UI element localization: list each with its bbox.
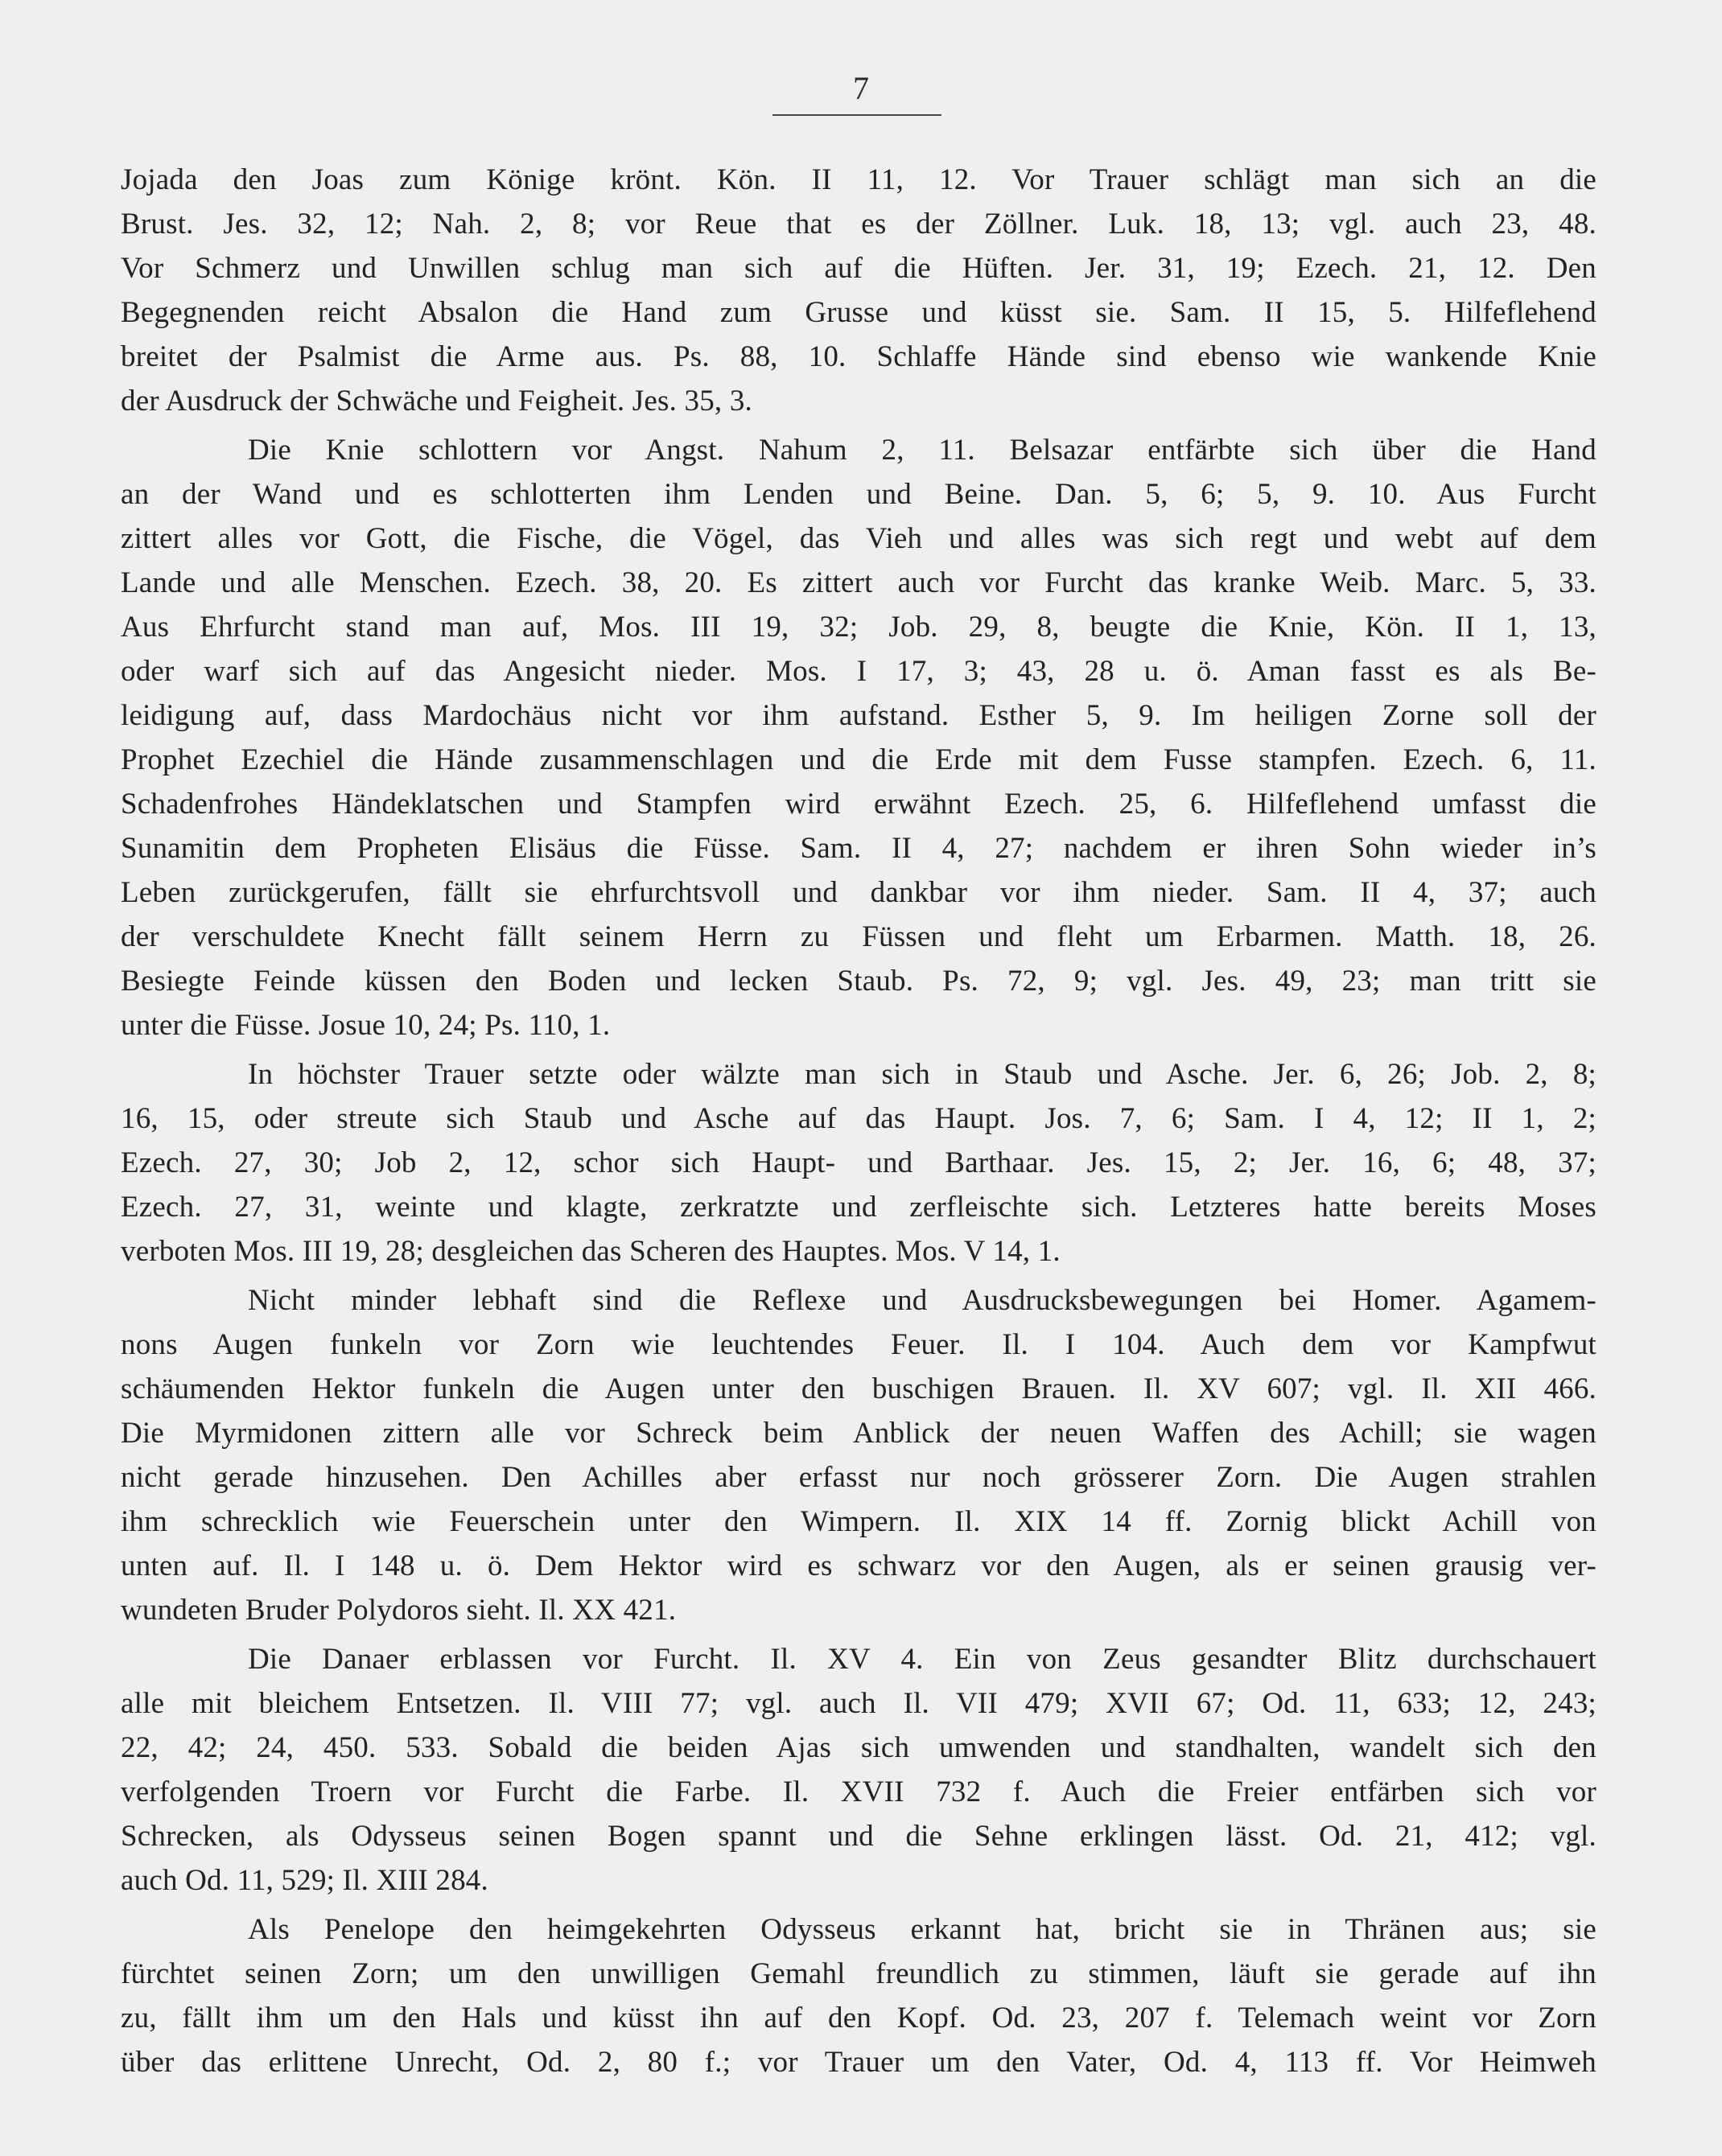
text-line: verfolgenden Troern vor Furcht die Farbe. Il. XVII 732 f. Auch die Freier entfärben sich vor [121, 1775, 1596, 1808]
text-line: Schadenfrohes Händeklatschen und Stampfen wird erwähnt Ezech. 25, 6. Hilfeflehend umfasst die [121, 788, 1596, 821]
paragraph-4 [121, 1278, 1596, 1632]
text-line: der Ausdruck der Schwäche und Feigheit. Jes. 35, 3. [121, 385, 752, 418]
text-line: Prophet Ezechiel die Hände zusammenschlagen und die Erde mit dem Fusse stampfen. Ezech. 6, 11. [121, 743, 1596, 776]
text-line: In höchster Trauer setzte oder wälzte man sich in Staub und Asche. Jer. 6, 26; Job. 2, 8; [248, 1058, 1596, 1091]
text-line: unter die Füsse. Josue 10, 24; Ps. 110, 1. [121, 1009, 611, 1042]
text-line: 16, 15, oder streute sich Staub und Asche auf das Haupt. Jos. 7, 6; Sam. I 4, 12; II 1, 2; [121, 1102, 1596, 1135]
text-line: Lande und alle Menschen. Ezech. 38, 20. Es zittert auch vor Furcht das kranke Weib. Marc. 5, 33. [121, 566, 1596, 599]
text-line: unten auf. Il. I 148 u. ö. Dem Hektor wird es schwarz vor den Augen, als er seinen grausig ver- [121, 1549, 1596, 1582]
text-line: über das erlittene Unrecht, Od. 2, 80 f.; vor Trauer um den Vater, Od. 4, 113 ff. Vor Heimweh [121, 2046, 1596, 2079]
text-line: auch Od. 11, 529; Il. XIII 284. [121, 1864, 488, 1897]
text-line: breitet der Psalmist die Arme aus. Ps. 88, 10. Schlaffe Hände sind ebenso wie wankende Knie [121, 340, 1596, 373]
text-line: an der Wand und es schlotterten ihm Lenden und Beine. Dan. 5, 6; 5, 9. 10. Aus Furcht [121, 478, 1596, 511]
text-line: Aus Ehrfurcht stand man auf, Mos. III 19, 32; Job. 29, 8, beugte die Knie, Kön. II 1, 13, [121, 611, 1596, 644]
text-line: Die Danaer erblassen vor Furcht. Il. XV 4. Ein von Zeus gesandter Blitz durchschauert [248, 1643, 1596, 1676]
text-line: Die Knie schlottern vor Angst. Nahum 2, 11. Belsazar entfärbte sich über die Hand [248, 434, 1596, 467]
text-line: nicht gerade hinzusehen. Den Achilles aber erfasst nur noch grösserer Zorn. Die Augen strahlen [121, 1461, 1596, 1494]
text-line: Als Penelope den heimgekehrten Odysseus erkannt hat, bricht sie in Thränen aus; sie [248, 1913, 1596, 1946]
paragraph-1 [121, 158, 1596, 423]
text-line: Ezech. 27, 31, weinte und klagte, zerkratzte und zerfleischte sich. Letzteres hatte bereits Moses [121, 1191, 1596, 1224]
text-line: alle mit bleichem Entsetzen. Il. VIII 77; vgl. auch Il. VII 479; XVII 67; Od. 11, 633; 12, 243; [121, 1687, 1596, 1720]
text-line: Brust. Jes. 32, 12; Nah. 2, 8; vor Reue that es der Zöllner. Luk. 18, 13; vgl. auch 23, 48. [121, 208, 1596, 241]
text-line: leidigung auf, dass Mardochäus nicht vor ihm aufstand. Esther 5, 9. Im heiligen Zorne soll der [121, 699, 1596, 732]
text-line: Sunamitin dem Propheten Elisäus die Füsse. Sam. II 4, 27; nachdem er ihren Sohn wieder in’s [121, 832, 1596, 865]
text-line: 22, 42; 24, 450. 533. Sobald die beiden Ajas sich umwenden und standhalten, wandelt sich den [121, 1731, 1596, 1764]
text-line: Leben zurückgerufen, fällt sie ehrfurchtsvoll und dankbar vor ihm nieder. Sam. II 4, 37; auch [121, 876, 1596, 909]
text-line: der verschuldete Knecht fällt seinem Herrn zu Füssen und fleht um Erbarmen. Matth. 18, 26. [121, 920, 1596, 953]
page-number: 7 [853, 70, 869, 106]
body-text [121, 158, 1596, 2089]
text-line: ihm schrecklich wie Feuerschein unter den Wimpern. Il. XIX 14 ff. Zornig blickt Achill von [121, 1505, 1596, 1538]
text-line: Jojada den Joas zum Könige krönt. Kön. II 11, 12. Vor Trauer schlägt man sich an die [121, 163, 1596, 196]
text-line: Vor Schmerz und Unwillen schlug man sich auf die Hüften. Jer. 31, 19; Ezech. 21, 12. Den [121, 252, 1596, 285]
text-line: schäumenden Hektor funkeln die Augen unter den buschigen Brauen. Il. XV 607; vgl. Il. XII 466. [121, 1372, 1596, 1405]
text-line: Schrecken, als Odysseus seinen Bogen spannt und die Sehne erklingen lässt. Od. 21, 412; vgl. [121, 1820, 1596, 1853]
text-line: verboten Mos. III 19, 28; desgleichen das Scheren des Hauptes. Mos. V 14, 1. [121, 1235, 1061, 1268]
text-line: Ezech. 27, 30; Job 2, 12, schor sich Haupt- und Barthaar. Jes. 15, 2; Jer. 16, 6; 48, 37; [121, 1146, 1596, 1179]
text-line: oder warf sich auf das Angesicht nieder. Mos. I 17, 3; 43, 28 u. ö. Aman fasst es als Be- [121, 655, 1596, 688]
text-line: Nicht minder lebhaft sind die Reflexe und Ausdrucksbewegungen bei Homer. Agamem- [248, 1284, 1596, 1317]
text-line: Die Myrmidonen zittern alle vor Schreck beim Anblick der neuen Waffen des Achill; sie wagen [121, 1417, 1596, 1450]
text-line: wundeten Bruder Polydoros sieht. Il. XX 421. [121, 1594, 677, 1627]
text-line: Besiegte Feinde küssen den Boden und lecken Staub. Ps. 72, 9; vgl. Jes. 49, 23; man tritt sie [121, 965, 1596, 998]
paragraph-5 [121, 1637, 1596, 1903]
text-line: fürchtet seinen Zorn; um den unwilligen Gemahl freundlich zu stimmen, läuft sie gerade auf ihn [121, 1957, 1596, 1990]
text-line: nons Augen funkeln vor Zorn wie leuchtendes Feuer. Il. I 104. Auch dem vor Kampfwut [121, 1328, 1596, 1361]
paragraph-2 [121, 428, 1596, 1047]
page-number-rule [772, 114, 941, 116]
text-line: zittert alles vor Gott, die Fische, die Vögel, das Vieh und alles was sich regt und webt auf dem [121, 522, 1596, 555]
paragraph-6 [121, 1907, 1596, 2084]
paragraph-3 [121, 1052, 1596, 1273]
text-line: Begegnenden reicht Absalon die Hand zum Grusse und küsst sie. Sam. II 15, 5. Hilfeflehend [121, 296, 1596, 329]
text-line: zu, fällt ihm um den Hals und küsst ihn auf den Kopf. Od. 23, 207 f. Telemach weint vor Zorn [121, 2002, 1596, 2035]
